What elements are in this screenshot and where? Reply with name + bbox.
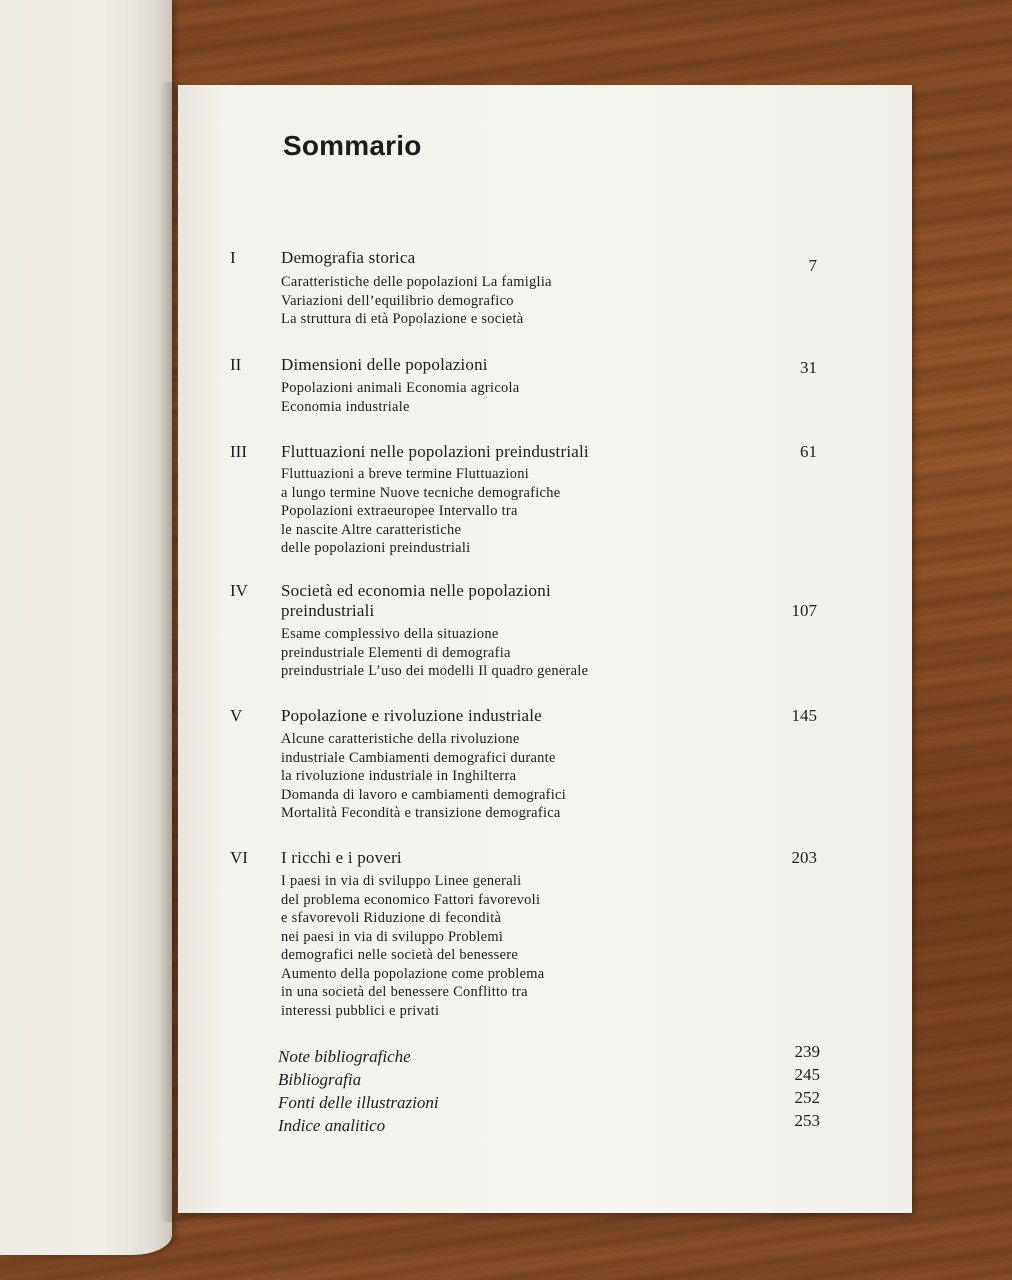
contents-page xyxy=(178,85,912,1213)
subtopic-line: del problema economico Fattori favorevoli xyxy=(281,891,541,908)
subtopic-line: Aumento della popolazione come problema xyxy=(281,965,545,982)
subtopic-line: in una società del benessere Conflitto tra xyxy=(281,984,528,1000)
subtopic-line: demografici nelle società del benessere xyxy=(281,947,519,963)
left-page xyxy=(0,0,172,1255)
subtopic-line: Popolazioni animali Economia agricola xyxy=(281,380,520,396)
subtopic-line: Variazioni dell’equilibrio demografico xyxy=(281,292,514,309)
chapter-heading xyxy=(281,581,551,621)
subtopic-line: Caratteristiche delle popolazioni La famiglia xyxy=(281,274,552,290)
back-matter-label: Indice analitico xyxy=(278,1116,386,1135)
subtopic-line: industriale Cambiamenti demografici durante xyxy=(281,749,556,766)
subtopic-line: delle popolazioni preindustriali xyxy=(281,540,471,556)
chapter-page-number: 7 xyxy=(808,256,817,275)
chapter-heading xyxy=(281,442,589,462)
chapter-numeral: I xyxy=(230,248,236,267)
chapter-page-number: 145 xyxy=(791,706,817,725)
subtopic-line: e sfavorevoli Riduzione di fecondità xyxy=(281,910,502,926)
subtopic-line: a lungo termine Nuove tecniche demografiche xyxy=(281,484,561,501)
chapter-heading xyxy=(281,248,415,268)
chapter-heading-line: Fluttuazioni nelle popolazioni preindustriali xyxy=(281,442,589,461)
chapter-numeral: IV xyxy=(230,581,248,600)
chapter-numeral: VI xyxy=(230,848,248,867)
chapter-subtopics xyxy=(281,872,544,1020)
chapter-heading-line: Dimensioni delle popolazioni xyxy=(281,355,488,374)
subtopic-line: Mortalità Fecondità e transizione demografica xyxy=(281,805,561,821)
chapter-page-number: 203 xyxy=(791,848,817,867)
subtopic-line: Fluttuazioni a breve termine Fluttuazioni xyxy=(281,466,530,482)
subtopic-line: nei paesi in via di sviluppo Problemi xyxy=(281,928,504,945)
subtopic-line: Domanda di lavoro e cambiamenti demografici xyxy=(281,786,567,803)
subtopic-line: interessi pubblici e privati xyxy=(281,1002,440,1019)
chapter-subtopics xyxy=(281,379,519,416)
chapter-heading-line: Demografia storica xyxy=(281,248,416,267)
chapter-heading xyxy=(281,848,402,868)
chapter-heading-line: Popolazione e rivoluzione industriale xyxy=(281,706,542,725)
chapter-subtopics xyxy=(281,625,588,681)
chapter-numeral: II xyxy=(230,355,242,374)
chapter-heading-line: I ricchi e i poveri xyxy=(281,848,402,867)
subtopic-line: Alcune caratteristiche della rivoluzione xyxy=(281,731,520,747)
back-matter-page-number: 245 xyxy=(794,1065,820,1084)
chapter-subtopics xyxy=(281,465,560,558)
subtopic-line: I paesi in via di sviluppo Linee generali xyxy=(281,873,522,889)
chapter-heading-line: Società ed economia nelle popolazioni xyxy=(281,581,551,600)
chapter-subtopics xyxy=(281,730,566,823)
subtopic-line: preindustriale L’uso dei modelli Il quadro generale xyxy=(281,663,589,679)
chapter-page-number: 107 xyxy=(791,601,817,620)
chapter-heading xyxy=(281,355,488,375)
back-matter-label: Note bibliografiche xyxy=(278,1047,411,1066)
chapter-heading xyxy=(281,706,542,726)
back-matter-page-number: 252 xyxy=(794,1088,820,1107)
subtopic-line: Economia industriale xyxy=(281,398,410,415)
subtopic-line: la rivoluzione industriale in Inghilterra xyxy=(281,768,517,784)
subtopic-line: preindustriale Elementi di demografia xyxy=(281,644,511,661)
chapter-numeral: III xyxy=(230,442,247,461)
chapter-heading-line: preindustriali xyxy=(281,601,375,620)
subtopic-line: Esame complessivo della situazione xyxy=(281,626,499,642)
chapter-page-number: 31 xyxy=(800,358,817,377)
back-matter-label: Fonti delle illustrazioni xyxy=(278,1093,439,1112)
chapter-subtopics xyxy=(281,273,552,329)
chapter-numeral: V xyxy=(230,706,243,725)
back-matter-page-number: 253 xyxy=(794,1111,820,1130)
subtopic-line: le nascite Altre caratteristiche xyxy=(281,521,462,538)
back-matter-page-number: 239 xyxy=(794,1042,820,1061)
chapter-page-number: 61 xyxy=(800,442,817,461)
page-title: Sommario xyxy=(283,130,422,161)
back-matter-label: Bibliografia xyxy=(278,1070,362,1089)
subtopic-line: La struttura di età Popolazione e società xyxy=(281,311,524,327)
subtopic-line: Popolazioni extraeuropee Intervallo tra xyxy=(281,503,518,519)
